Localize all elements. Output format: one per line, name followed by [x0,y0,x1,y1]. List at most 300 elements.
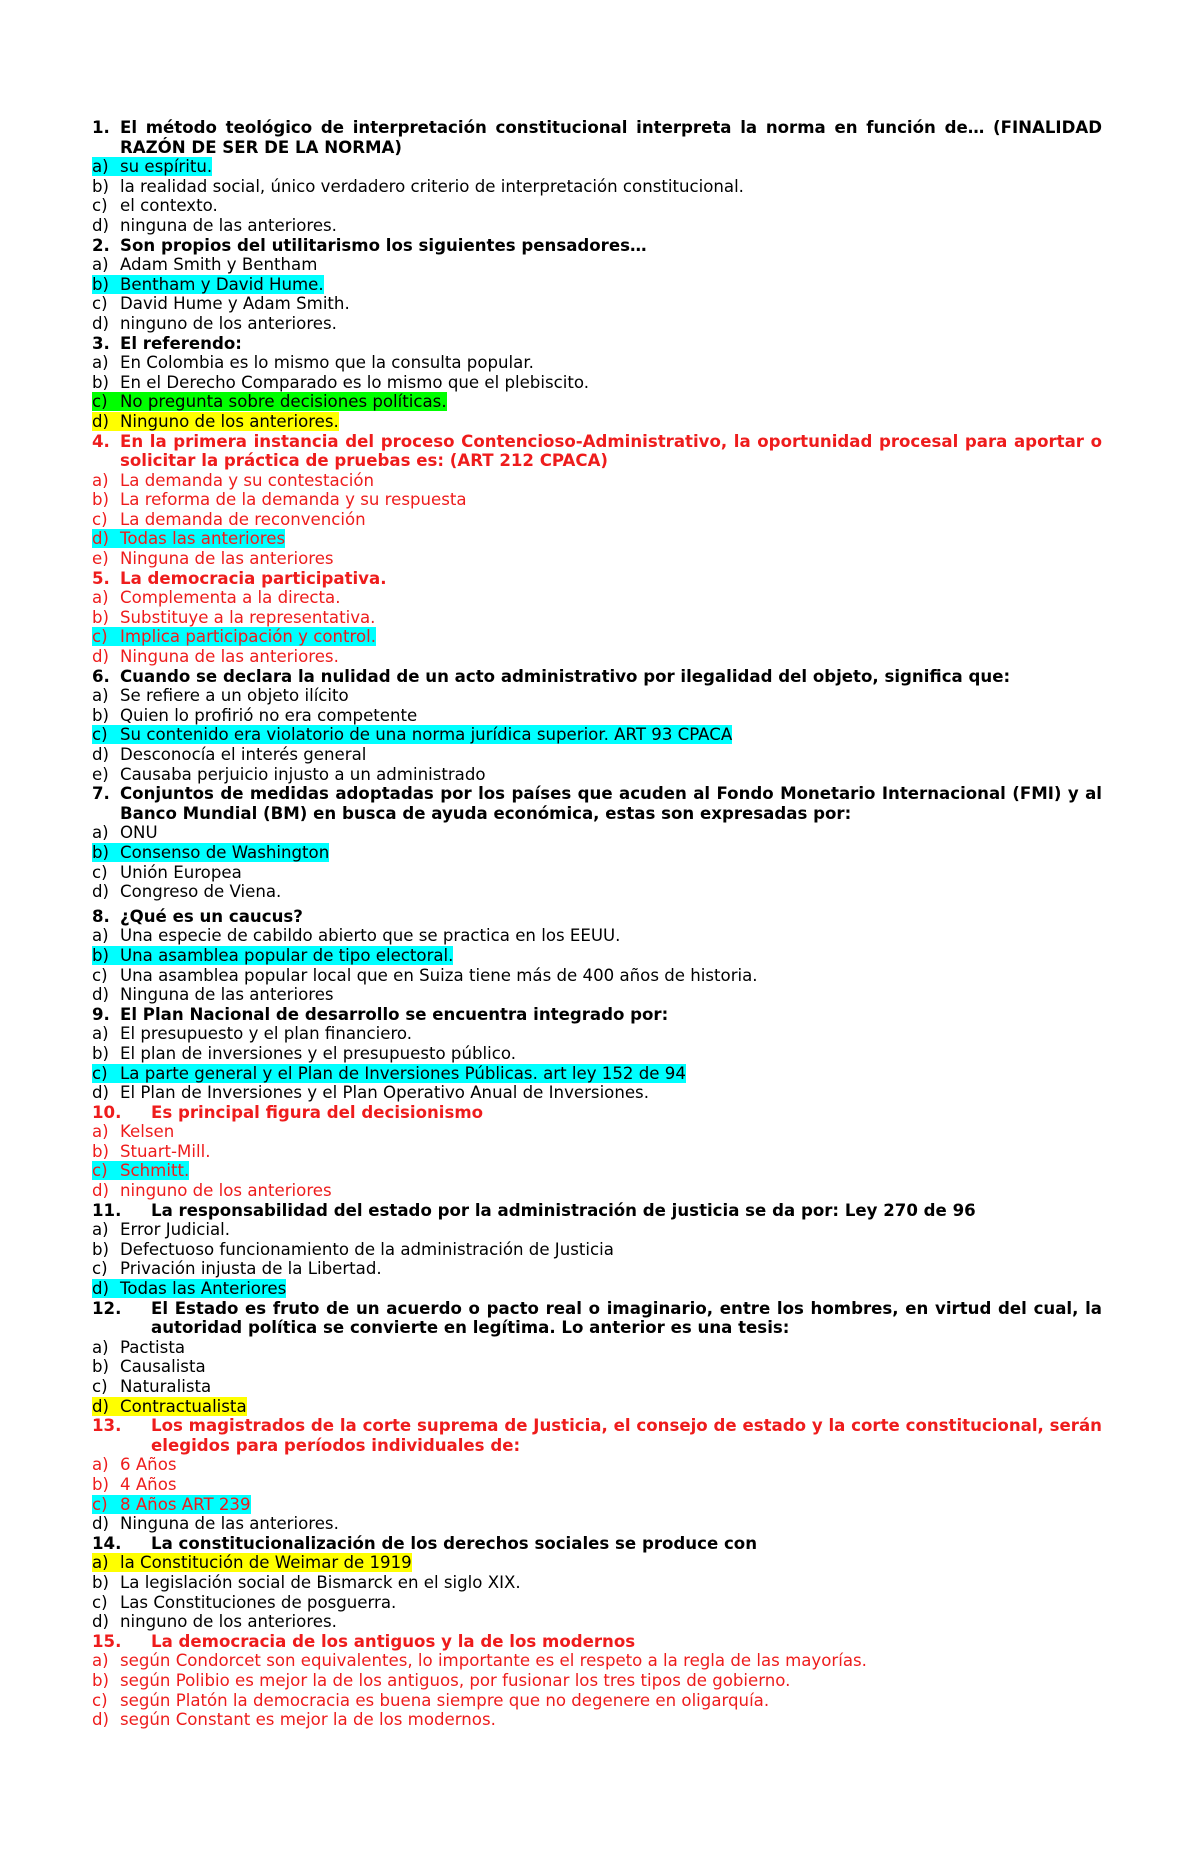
option-letter: c) [92,1494,108,1514]
answer-option-content [92,647,339,666]
option-text: Pactista [120,1337,185,1357]
answer-option-content [92,1161,189,1180]
answer-option-content [92,1553,412,1572]
answer-option [92,1671,1102,1691]
answer-option-content [92,608,375,627]
answer-option-content [92,1377,211,1396]
answer-option [92,745,1102,765]
question-heading [92,569,1102,589]
answer-option-content [92,882,281,901]
answer-option [92,471,1102,491]
question-block [92,432,1102,569]
answer-option [92,294,1102,314]
option-letter: c) [92,294,108,314]
answer-option [92,608,1102,628]
answer-option-content [92,510,366,529]
option-letter: d) [92,411,110,431]
answer-option [92,985,1102,1005]
answer-option-content [92,588,340,607]
option-text: 8 Años ART 239 [120,1494,251,1514]
option-letter: e) [92,549,109,569]
question-text: La democracia participativa. [120,568,387,588]
question-block [92,667,1102,785]
question-block [92,1534,1102,1632]
option-letter: d) [92,1083,110,1103]
option-letter: b) [92,490,110,510]
answer-option-content [92,1279,286,1298]
question-text: Cuando se declara la nulidad de un acto administrativo por ilegalidad del objeto, significa que: [120,666,1011,686]
answer-option [92,823,1102,843]
question-number: 10. [92,1102,122,1122]
option-text: Una asamblea popular local que en Suiza tiene más de 400 años de historia. [120,965,758,985]
answer-option [92,177,1102,197]
answer-option-content [92,1044,516,1063]
option-letter: a) [92,823,109,843]
answer-option [92,1122,1102,1142]
answer-option-content [92,926,620,945]
question-block [92,1005,1102,1103]
answer-option-content [92,1671,790,1690]
answer-option [92,686,1102,706]
option-text: Schmitt. [120,1161,190,1181]
question-heading [92,1103,1102,1123]
answer-option-content [92,985,334,1004]
question-number: 14. [92,1533,122,1553]
option-text: Defectuoso funcionamiento de la administración de Justicia [120,1239,614,1259]
answer-option [92,529,1102,549]
answer-option [92,1691,1102,1711]
answer-option [92,843,1102,863]
question-text: El método teológico de interpretación constitucional interpreta la norma en función de… (FINALIDAD RAZÓN DE SER DE LA NORMA) [120,118,1102,157]
answer-option [92,275,1102,295]
option-text: La legislación social de Bismarck en el siglo XIX. [120,1572,521,1592]
option-text: ninguno de los anteriores. [120,313,337,333]
question-number: 8. [92,906,110,926]
question-heading [92,236,1102,256]
answer-option-content [92,196,218,215]
question-number: 11. [92,1200,122,1220]
option-letter: c) [92,965,108,985]
answer-option-content [92,294,350,313]
answer-option [92,1142,1102,1162]
answer-option [92,863,1102,883]
question-text: El Estado es fruto de un acuerdo o pacto real o imaginario, entre los hombres, en virtud del cual, la autoridad política se convierte en legítima. Lo anterior es una tesis: [151,1298,1102,1338]
option-text: Implica participación y control. [120,627,377,647]
question-number: 13. [92,1416,122,1436]
answer-option [92,966,1102,986]
question-heading [92,432,1102,471]
answer-option-content [92,353,534,372]
question-block [92,1299,1102,1417]
option-letter: d) [92,1514,110,1534]
answer-option [92,627,1102,647]
question-block [92,236,1102,334]
option-text: Ninguna de las anteriores. [120,647,339,667]
question-text: El referendo: [120,333,242,353]
option-text: Congreso de Viena. [120,882,282,902]
question-block [92,1103,1102,1201]
option-text: El presupuesto y el plan financiero. [120,1024,413,1044]
option-letter: a) [92,1122,109,1142]
option-letter: b) [92,945,110,965]
question-text: Conjuntos de medidas adoptadas por los países que acuden al Fondo Monetario Internacional (FMI) y al Banco Mundial (BM) en busca de ayuda económica, estas son expresadas por: [120,784,1102,823]
option-text: Adam Smith y Bentham [120,255,318,275]
option-text: Causaba perjuicio injusto a un administrado [120,764,486,784]
question-heading [92,1632,1102,1652]
option-letter: b) [92,176,110,196]
option-text: el contexto. [120,196,218,216]
question-block [92,1201,1102,1299]
answer-option [92,1553,1102,1573]
option-text: Una especie de cabildo abierto que se practica en los EEUU. [120,926,621,946]
answer-option [92,216,1102,236]
option-text: En el Derecho Comparado es lo mismo que el plebiscito. [120,372,589,392]
option-letter: b) [92,274,110,294]
answer-option [92,490,1102,510]
option-letter: a) [92,1337,109,1357]
answer-option-content [92,157,212,176]
answer-option-content [92,1357,206,1376]
option-letter: a) [92,470,109,490]
answer-option [92,765,1102,785]
option-letter: b) [92,1474,110,1494]
question-heading [92,1416,1102,1455]
option-text: ONU [120,823,158,843]
option-text: Contractualista [120,1396,247,1416]
option-letter: b) [92,1670,110,1690]
option-letter: a) [92,157,109,177]
question-text: Son propios del utilitarismo los siguientes pensadores… [120,235,647,255]
answer-option [92,946,1102,966]
question-number: 3. [92,333,110,353]
answer-option-content [92,392,447,411]
option-letter: c) [92,196,108,216]
option-letter: c) [92,627,108,647]
question-text: Los magistrados de la corte suprema de Justicia, el consejo de estado y la corte constitucional, serán elegidos para períodos individuales de: [151,1416,1102,1455]
answer-option-content [92,1397,247,1416]
answer-option [92,196,1102,216]
answer-option [92,1279,1102,1299]
option-letter: b) [92,1239,110,1259]
option-letter: a) [92,1024,109,1044]
question-text: Es principal figura del decisionismo [151,1102,484,1122]
question-heading [92,1201,1102,1221]
option-text: Su contenido era violatorio de una norma jurídica superior. ART 93 CPACA [120,725,733,745]
option-letter: c) [92,1377,108,1396]
option-text: Privación injusta de la Libertad. [120,1259,382,1279]
answer-option [92,1338,1102,1358]
answer-option-content [92,627,376,646]
option-text: ninguno de los anteriores [120,1181,332,1201]
answer-option-content [92,1181,332,1200]
answer-option-content [92,1651,867,1670]
option-text: Kelsen [120,1122,175,1142]
answer-option-content [92,1495,251,1514]
option-letter: c) [92,509,108,529]
option-letter: a) [92,1455,109,1475]
question-heading [92,784,1102,823]
answer-option [92,1024,1102,1044]
question-number: 2. [92,235,110,255]
answer-option-content [92,1024,412,1043]
question-heading [92,118,1102,157]
answer-option-content [92,745,366,764]
option-letter: c) [92,392,108,412]
question-heading [92,1005,1102,1025]
answer-option-content [92,706,417,725]
option-letter: d) [92,1612,110,1632]
answer-option-content [92,1220,230,1239]
answer-option [92,1377,1102,1397]
answer-option-content [92,1142,210,1161]
option-text: La demanda y su contestación [120,470,375,490]
question-text: En la primera instancia del proceso Contencioso-Administrativo, la oportunidad procesal para aportar o solicitar la práctica de pruebas es: (ART 212 CPACA) [120,431,1102,471]
option-letter: d) [92,215,110,235]
answer-option-content [92,1514,339,1533]
answer-option-content [92,490,467,509]
answer-option [92,373,1102,393]
option-letter: d) [92,529,110,549]
question-heading [92,667,1102,687]
answer-option [92,314,1102,334]
answer-option [92,412,1102,432]
option-letter: c) [92,1592,108,1612]
option-letter: d) [92,647,110,667]
option-text: según Polibio es mejor la de los antiguos, por fusionar los tres tipos de gobierno. [120,1670,791,1690]
option-text: Unión Europea [120,862,242,882]
answer-option [92,510,1102,530]
question-number: 12. [92,1298,122,1318]
option-text: La demanda de reconvención [120,509,366,529]
option-letter: a) [92,926,109,946]
option-text: la Constitución de Weimar de 1919 [120,1553,412,1573]
option-text: Naturalista [120,1377,212,1396]
option-letter: c) [92,725,108,745]
answer-option-content [92,1593,396,1612]
answer-option-content [92,373,589,392]
question-number: 1. [92,118,110,137]
option-letter: d) [92,1396,110,1416]
option-letter: d) [92,1181,110,1201]
answer-option [92,549,1102,569]
answer-option-content [92,863,242,882]
answer-option [92,1161,1102,1181]
option-letter: c) [92,1690,108,1710]
answer-option-content [92,1064,686,1083]
option-letter: b) [92,842,110,862]
option-text: Complementa a la directa. [120,588,341,608]
answer-option [92,647,1102,667]
answer-option [92,1495,1102,1515]
option-letter: b) [92,1357,110,1377]
answer-option-content [92,1475,177,1494]
answer-option-content [92,1338,185,1357]
question-block [92,784,1102,902]
answer-option-content [92,1691,769,1710]
question-number: 6. [92,666,110,686]
option-letter: a) [92,1553,109,1573]
answer-option-content [92,765,486,784]
question-number: 7. [92,784,110,804]
option-text: 6 Años [120,1455,177,1475]
answer-option [92,1573,1102,1593]
option-text: Causalista [120,1357,206,1377]
question-text: El Plan Nacional de desarrollo se encuentra integrado por: [120,1004,669,1024]
option-text: Una asamblea popular de tipo electoral. [120,945,454,965]
answer-option [92,1220,1102,1240]
question-text: La constitucionalización de los derechos sociales se produce con [151,1533,758,1553]
option-letter: b) [92,1043,110,1063]
question-number: 5. [92,568,110,588]
option-letter: b) [92,705,110,725]
answer-option [92,926,1102,946]
question-block [92,569,1102,667]
answer-option [92,1357,1102,1377]
answer-option [92,1612,1102,1632]
answer-option [92,1593,1102,1613]
answer-option-content [92,1240,614,1259]
answer-option [92,706,1102,726]
answer-option-content [92,1455,177,1474]
option-letter: d) [92,745,110,764]
answer-option-content [92,275,324,294]
answer-option [92,1083,1102,1103]
option-text: Desconocía el interés general [120,745,367,764]
option-text: según Constant es mejor la de los modernos. [120,1710,496,1730]
option-text: En Colombia es lo mismo que la consulta popular. [120,353,534,373]
option-letter: a) [92,255,109,275]
option-text: Todas las Anteriores [120,1279,287,1299]
option-letter: e) [92,764,109,784]
option-text: según Platón la democracia es buena siempre que no degenere en oligarquía. [120,1690,770,1710]
option-letter: a) [92,588,109,608]
option-text: La parte general y el Plan de Inversiones Públicas. art ley 152 de 94 [120,1063,686,1083]
answer-option [92,882,1102,902]
option-letter: c) [92,1259,108,1279]
option-letter: d) [92,985,110,1005]
option-letter: d) [92,1279,110,1299]
question-text: ¿Qué es un caucus? [120,906,303,926]
question-block [92,118,1102,236]
exam-document [92,118,1102,1730]
question-heading [92,907,1102,927]
question-number: 9. [92,1004,110,1024]
option-text: La reforma de la demanda y su respuesta [120,490,467,510]
option-text: El Plan de Inversiones y el Plan Operativo Anual de Inversiones. [120,1083,649,1103]
option-text: Se refiere a un objeto ilícito [120,686,349,706]
option-letter: c) [92,1063,108,1083]
answer-option-content [92,216,337,235]
option-text: Ninguno de los anteriores. [120,411,339,431]
answer-option [92,1240,1102,1260]
option-letter: a) [92,686,109,706]
answer-option [92,157,1102,177]
answer-option [92,1514,1102,1534]
option-text: ninguna de las anteriores. [120,215,337,235]
option-letter: b) [92,1572,110,1592]
answer-option-content [92,1083,649,1102]
answer-option [92,255,1102,275]
answer-option [92,1710,1102,1730]
option-text: El plan de inversiones y el presupuesto público. [120,1043,516,1063]
answer-option-content [92,966,758,985]
option-letter: c) [92,862,108,882]
option-letter: b) [92,1141,110,1161]
option-text: Substituye a la representativa. [120,607,376,627]
answer-option [92,1397,1102,1417]
option-text: David Hume y Adam Smith. [120,294,350,314]
question-heading [92,1299,1102,1338]
answer-option-content [92,1612,337,1631]
answer-option-content [92,471,374,490]
answer-option [92,1455,1102,1475]
answer-option-content [92,255,317,274]
answer-option-content [92,946,453,965]
answer-option [92,1259,1102,1279]
answer-option [92,725,1102,745]
answer-option-content [92,823,158,842]
question-text: La responsabilidad del estado por la administración de justicia se da por: Ley 270 de 96 [151,1200,976,1220]
option-text: Ninguna de las anteriores. [120,1514,339,1534]
question-number: 15. [92,1631,122,1651]
answer-option [92,1064,1102,1084]
option-letter: d) [92,313,110,333]
answer-option-content [92,412,339,431]
answer-option [92,1044,1102,1064]
option-text: ninguno de los anteriores. [120,1612,337,1632]
option-text: Ninguna de las anteriores [120,549,334,569]
answer-option [92,392,1102,412]
option-letter: a) [92,1220,109,1240]
option-text: No pregunta sobre decisiones políticas. [120,392,447,412]
answer-option [92,588,1102,608]
option-letter: a) [92,353,109,373]
answer-option-content [92,1259,382,1278]
answer-option-content [92,1122,174,1141]
option-text: su espíritu. [120,157,213,177]
question-block [92,907,1102,1005]
option-text: Stuart-Mill. [120,1141,211,1161]
option-text: Bentham y David Hume. [120,274,324,294]
option-text: Todas las anteriores [120,529,286,549]
answer-option [92,1651,1102,1671]
option-letter: b) [92,607,110,627]
answer-option-content [92,686,349,705]
option-text: según Condorcet son equivalentes, lo importante es el respeto a la regla de las mayorías. [120,1651,867,1671]
question-heading [92,1534,1102,1554]
question-block [92,1416,1102,1534]
answer-option [92,353,1102,373]
option-text: Error Judicial. [120,1220,231,1240]
answer-option-content [92,549,334,568]
option-text: Consenso de Washington [120,842,330,862]
option-letter: c) [92,1161,108,1181]
answer-option-content [92,314,337,333]
option-text: Quien lo profirió no era competente [120,705,418,725]
question-number: 4. [92,431,110,451]
question-text: La democracia de los antiguos y la de los modernos [151,1631,636,1651]
option-letter: d) [92,882,110,902]
answer-option [92,1181,1102,1201]
question-block [92,334,1102,432]
answer-option [92,1475,1102,1495]
option-text: Ninguna de las anteriores [120,985,334,1005]
question-block [92,1632,1102,1730]
answer-option-content [92,843,329,862]
answer-option-content [92,529,285,548]
option-text: la realidad social, único verdadero criterio de interpretación constitucional. [120,176,744,196]
answer-option-content [92,725,732,744]
